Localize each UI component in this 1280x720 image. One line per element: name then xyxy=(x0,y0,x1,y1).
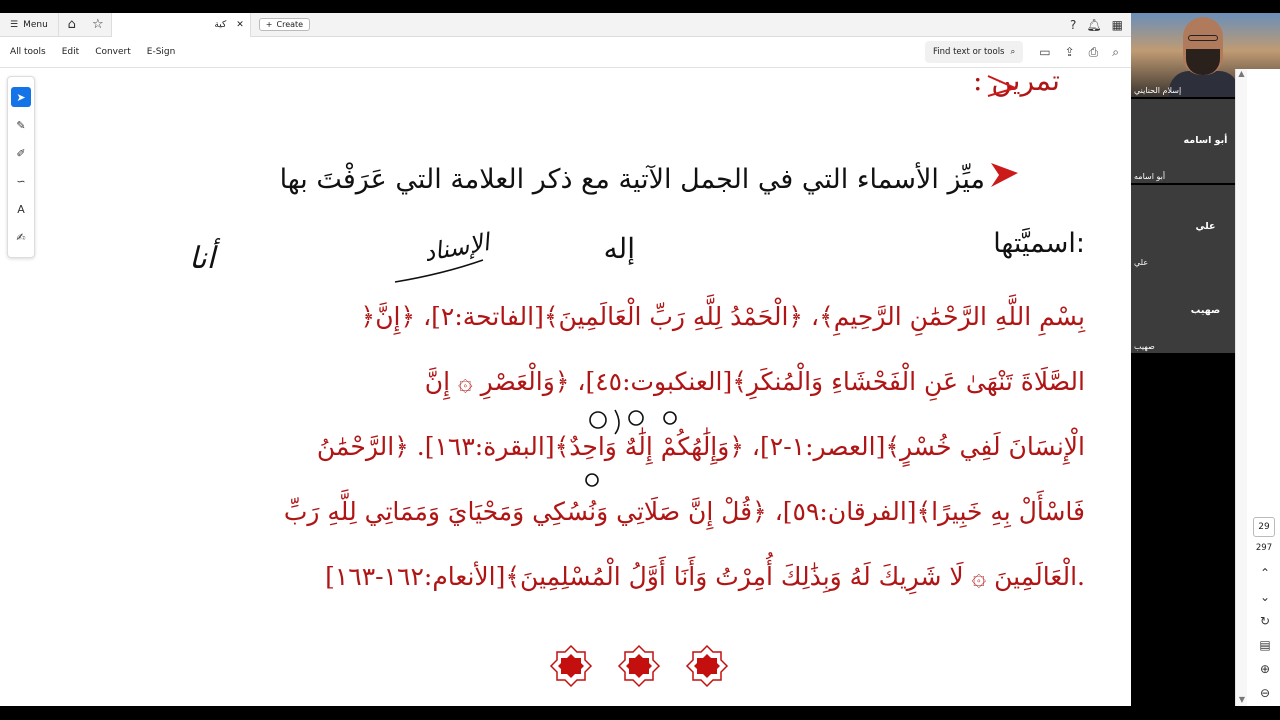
main-toolbar xyxy=(0,37,1131,68)
convert-button[interactable]: Convert xyxy=(95,47,131,57)
refresh-icon[interactable]: ↻ xyxy=(1259,614,1271,628)
participant-name-4: صهيب xyxy=(1134,342,1155,351)
menu-button[interactable] xyxy=(0,13,59,37)
print-icon[interactable]: ⎙ xyxy=(1088,44,1099,59)
participant-name-1: إسلام الحنايني xyxy=(1134,86,1182,95)
acrobat-window xyxy=(0,13,1131,706)
esign-button[interactable]: E-Sign xyxy=(146,47,176,57)
left-tool-palette xyxy=(7,76,35,258)
plus-icon: + xyxy=(265,20,273,29)
help-icon[interactable]: ? xyxy=(1070,17,1077,32)
create-button[interactable] xyxy=(259,18,310,31)
scroll-down-icon[interactable]: ▼ xyxy=(1238,695,1246,704)
instruction-text: ميِّز الأسماء التي في الجمل الآتية مع ذكر العلامة التي عَرَفْتَ بها xyxy=(279,164,985,195)
document-tab-name: كية xyxy=(214,19,227,30)
handwritten-ana: أنا xyxy=(189,241,215,276)
star-icon[interactable]: ☆ xyxy=(91,17,104,32)
tab-bar xyxy=(0,13,1131,37)
bottom-black-band xyxy=(0,706,1280,720)
hamburger-icon: ☰ xyxy=(10,19,19,30)
zoom-in-icon[interactable]: ⊕ xyxy=(1259,662,1271,676)
quran-line-4: فَاسْأَلْ بِهِ خَبِيرًا﴾[الفرقان:٥٩]، ﴿قُلْ إِنَّ صَلَاتِي وَنُسُكِي وَمَحْيَايَ وَمَمَاتِي لِلَّهِ رَبِّ xyxy=(283,497,1085,526)
vertical-scrollbar[interactable] xyxy=(1235,69,1247,706)
upload-cloud-icon[interactable]: ⇪ xyxy=(1064,44,1075,59)
quran-line-3: الْإِنسَانَ لَفِي خُسْرٍ﴾[العصر:١-٢]، ﴿وَإِلَٰهُكُمْ إِلَٰهٌ وَاحِدٌ﴾[البقرة:١٦٣]. ﴿الرَّحْمَٰنُ xyxy=(316,432,1085,461)
find-text-search[interactable] xyxy=(925,41,1023,63)
chevron-up-icon[interactable]: ⌃ xyxy=(1259,566,1271,580)
sign-icon[interactable]: ✍ xyxy=(16,230,26,244)
highlight-pen-icon[interactable]: ✐ xyxy=(16,146,26,160)
toolbar-icons xyxy=(1023,45,1131,60)
pdf-page xyxy=(43,68,1100,706)
draw-freehand-icon[interactable]: ∽ xyxy=(16,174,26,188)
all-tools-button[interactable]: All tools xyxy=(10,47,46,57)
participant-display-4: صهيب xyxy=(1190,305,1221,316)
top-black-band xyxy=(0,0,1280,13)
page-total: 297 xyxy=(1255,543,1273,553)
page-canvas xyxy=(43,68,1100,706)
page-number-input[interactable]: 29 xyxy=(1253,517,1275,537)
right-nav-strip xyxy=(1247,69,1280,706)
search-icon-2[interactable]: ⌕ xyxy=(1112,44,1119,59)
glasses-icon xyxy=(1188,35,1218,41)
text-select-icon[interactable]: A xyxy=(17,202,25,216)
edit-button[interactable]: Edit xyxy=(61,47,80,57)
chevron-down-icon[interactable]: ⌄ xyxy=(1259,590,1271,604)
participant-display-3: علي xyxy=(1195,221,1216,232)
participant-name-2: أبو اسامه xyxy=(1134,172,1166,181)
participant-name-3: علي xyxy=(1134,258,1149,267)
scroll-up-icon[interactable]: ▲ xyxy=(1238,69,1245,78)
page-export-icon[interactable]: ▤ xyxy=(1259,638,1271,652)
document-tab[interactable] xyxy=(111,13,251,37)
add-comment-icon[interactable]: ✎ xyxy=(16,118,26,132)
zoom-out-icon[interactable]: ⊖ xyxy=(1259,686,1271,700)
exercise-heading: تمرين : xyxy=(973,68,1060,97)
ismiyyatuha-label: اسميَّتها: xyxy=(993,228,1085,259)
create-label: Create xyxy=(276,20,304,29)
quran-line-5: الْعَالَمِينَ ۞ لَا شَرِيكَ لَهُ وَبِذَٰلِكَ أُمِرْتُ وَأَنَا أَوَّلُ الْمُسْلِمِينَ﴾[الأنعام:١٦٢-١٦٣]. xyxy=(325,562,1085,591)
handwritten-isnad: الإسناد xyxy=(421,227,492,267)
find-label: Find text or tools xyxy=(932,47,1005,57)
menu-label: Menu xyxy=(23,19,48,30)
search-icon: ⌕ xyxy=(1010,47,1016,57)
apps-grid-icon[interactable]: ▦ xyxy=(1111,17,1123,32)
top-right-icons xyxy=(1070,18,1131,32)
quran-line-2: الصَّلَاةَ تَنْهَىٰ عَنِ الْفَحْشَاءِ وَالْمُنكَرِ﴾[العنكبوت:٤٥]، ﴿وَالْعَصْرِ ۞ إِنَّ xyxy=(424,367,1085,396)
instruction-arrow-icon xyxy=(991,163,1018,187)
handwritten-ilah: إله xyxy=(603,232,635,265)
home-icon[interactable]: ⌂ xyxy=(67,17,76,32)
participant-display-2: أبو اسامه xyxy=(1183,135,1228,146)
quran-line-1: ﴿بِسْمِ اللَّهِ الرَّحْمَٰنِ الرَّحِيمِ﴾، ﴿الْحَمْدُ لِلَّهِ رَبِّ الْعَالَمِينَ﴾[الفاتحة:٢]، ﴿إِنَّ xyxy=(360,302,1085,331)
ornament-stars xyxy=(551,646,727,686)
select-cursor-icon[interactable]: ➤ xyxy=(11,87,31,107)
close-icon[interactable]: ✕ xyxy=(236,19,244,30)
bell-icon[interactable]: 🔔︎ xyxy=(1086,17,1102,32)
save-icon[interactable]: ▭ xyxy=(1039,44,1051,59)
